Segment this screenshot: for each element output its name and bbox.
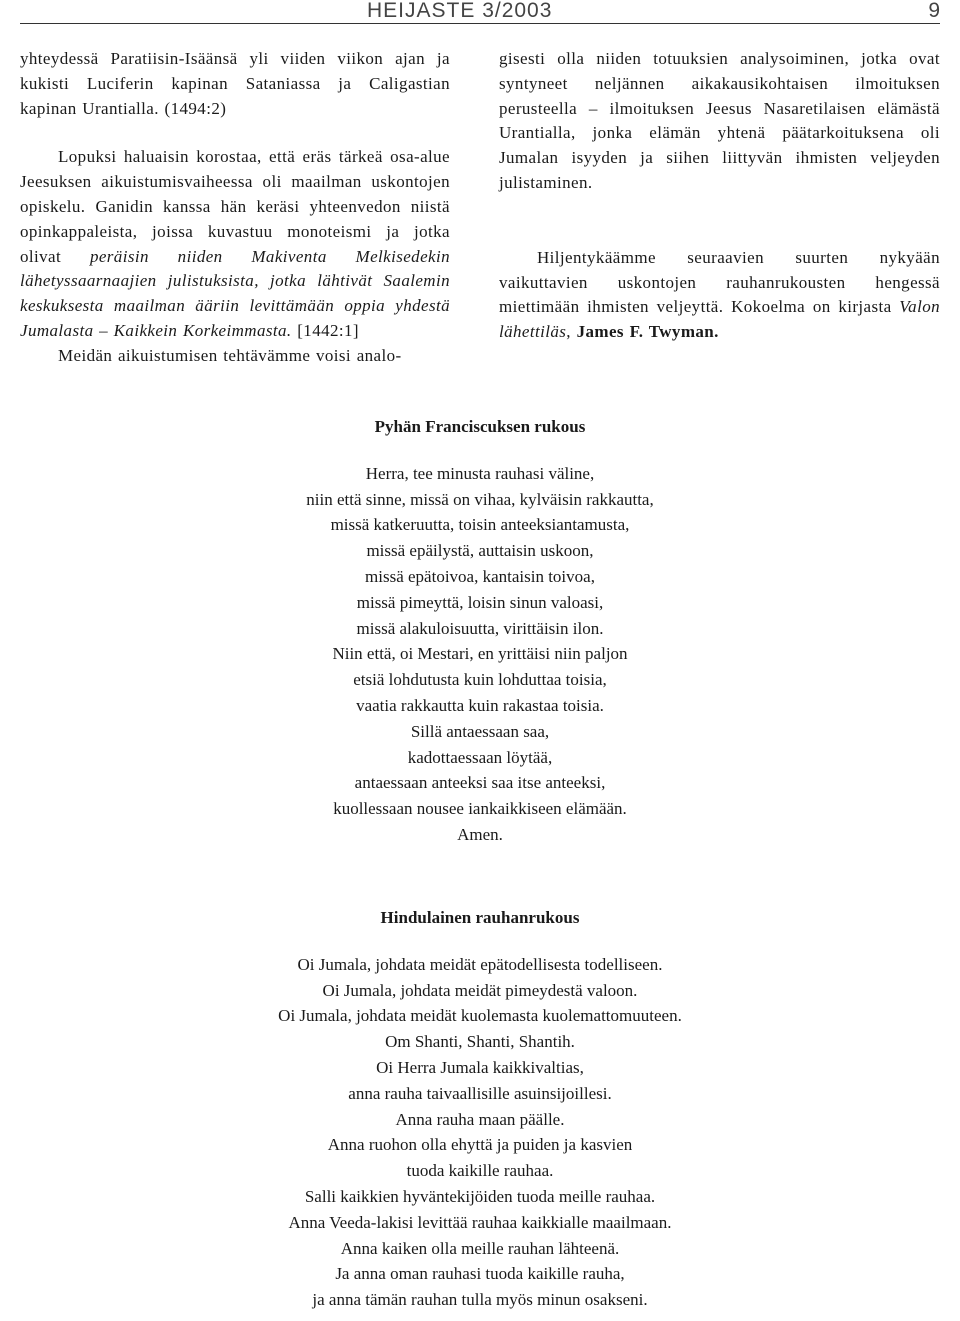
prayer-hindu-title: Hindulainen rauhanrukous bbox=[380, 908, 580, 927]
right-paragraph-1: gisesti olla niiden totuuksien analysoiminen, jotka ovat syntyneet neljännen aikakausikohtaisen ilmoituksen perusteella – ilmoituksen Jeesus Nasaretilaisen elämästä Urantialla, jonka elämän yhtenä päätarkoituksena oli Jumalan isyyden ja siihen liittyvän ihmisten veljeyden julistaminen. bbox=[499, 49, 940, 192]
prayer-line: missä pimeyttä, loisin sinun valoasi, bbox=[356, 592, 604, 612]
left-paragraph-2-lead: Lopuksi haluaisin korostaa, että eräs tärkeä osa-alue Jeesuksen aikuistumisvaiheessa oli maailman uskontojen opiskelu. Ganidin kanssa hän keräsi yhteenvedon niistä opinkappaleista, joissa kuvastuu monoteismi ja jotka olivat bbox=[20, 147, 450, 266]
prayer-line: Oi Herra Jumala kaikkivaltias, bbox=[376, 1057, 584, 1077]
prayer-line: Anna kaiken olla meille rauhan lähteenä. bbox=[340, 1238, 620, 1258]
prayer-line: missä alakuloisuutta, virittäisin ilon. bbox=[356, 618, 604, 638]
left-paragraph-2-reference: [1442:1] bbox=[291, 320, 359, 340]
prayer-line: etsiä lohdutusta kuin lohduttaa toisia, bbox=[353, 670, 607, 690]
left-paragraph-2-quote: peräisin niiden Makiventa Melkisedekin lähetyssaarnaajien julistuksista, jotka lähtivät Saalemin keskuksesta maailman ääriin levittämään oppia yhdestä Jumalasta – Kaikkein Korkeimmasta. bbox=[20, 246, 450, 340]
right-column bbox=[499, 47, 940, 345]
prayer-line: Anna Veeda-lakisi levittää rauhaa kaikkialle maailmaan. bbox=[288, 1212, 672, 1232]
prayer-line: Sillä antaessaan saa, bbox=[410, 721, 550, 741]
prayer-line: missä epätoivoa, kantaisin toivoa, bbox=[365, 566, 595, 586]
header-divider bbox=[20, 23, 940, 24]
prayer-line: Oi Jumala, johdata meidät epätodellisesta todelliseen. bbox=[297, 954, 663, 974]
prayer-line: vaatia rakkautta kuin rakastaa toisia. bbox=[356, 695, 604, 715]
prayer-line: missä katkeruutta, toisin anteeksiantamusta, bbox=[330, 515, 630, 535]
prayer-line: Herra, tee minusta rauhasi väline, bbox=[365, 463, 595, 483]
prayer-line: Anna rauha maan päälle. bbox=[395, 1109, 565, 1129]
paragraph-gap bbox=[20, 121, 450, 145]
prayer-line: Amen. bbox=[457, 824, 503, 844]
prayer-hindu bbox=[0, 905, 960, 1313]
prayer-line: kadottaessaan löytää, bbox=[407, 747, 553, 767]
right-paragraph-2 bbox=[499, 246, 940, 345]
prayer-line: Niin että, oi Mestari, en yrittäisi niin paljon bbox=[332, 644, 628, 664]
prayer-line: antaessaan anteeksi saa itse anteeksi, bbox=[354, 773, 606, 793]
left-paragraph-1: yhteydessä Paratiisin-Isäänsä yli viiden viikon ajan ja kukisti Luciferin kapinan Sataniassa ja Caligastian kapinan Urantialla. (1494:2) bbox=[20, 49, 450, 118]
author-name: James F. Twyman. bbox=[576, 322, 719, 342]
right-paragraph-2-text: Hiljentykäämme seuraavien suurten nykyään vaikuttavien uskontojen rauhanrukousten hengessä miettimään ihmisten veljeyttä. Kokoelma on kirjasta bbox=[499, 247, 940, 317]
journal-title: HEIJASTE 3/2003 bbox=[367, 0, 553, 22]
prayer-francis-title: Pyhän Franciscuksen rukous bbox=[374, 417, 586, 436]
prayer-hindu-lines bbox=[0, 952, 960, 1313]
book-title: Valon lähettiläs bbox=[499, 297, 940, 342]
left-column bbox=[20, 47, 450, 369]
prayer-line: tuoda kaikille rauhaa. bbox=[406, 1161, 554, 1181]
prayer-line: Ja anna oman rauhasi tuoda kaikille rauha, bbox=[335, 1264, 625, 1284]
prayer-francis bbox=[0, 414, 960, 848]
left-paragraph-3: Meidän aikuistumisen tehtävämme voisi analo- bbox=[58, 345, 402, 365]
prayer-francis-lines bbox=[0, 461, 960, 848]
prayer-line: ja anna tämän rauhan tulla myös minun osakseni. bbox=[312, 1290, 648, 1310]
prayer-line: kuollessaan nousee iankaikkiseen elämään. bbox=[333, 799, 627, 819]
page-number: 9 bbox=[928, 0, 940, 22]
left-paragraph-2 bbox=[20, 145, 450, 343]
prayer-line: Om Shanti, Shanti, Shantih. bbox=[385, 1032, 575, 1052]
prayer-line: Salli kaikkien hyväntekijöiden tuoda meille rauhaa. bbox=[304, 1186, 656, 1206]
prayer-line: Oi Jumala, johdata meidät kuolemasta kuolemattomuuteen. bbox=[278, 1006, 682, 1026]
prayer-line: Oi Jumala, johdata meidät pimeydestä valoon. bbox=[322, 980, 638, 1000]
prayer-line: Anna ruohon olla ehyttä ja puiden ja kasvien bbox=[327, 1135, 633, 1155]
prayer-line: niin että sinne, missä on vihaa, kylväisin rakkautta, bbox=[306, 489, 654, 509]
paragraph-gap bbox=[499, 196, 940, 246]
prayer-line: missä epäilystä, auttaisin uskoon, bbox=[366, 541, 594, 561]
page-header bbox=[0, 0, 960, 24]
prayer-line: anna rauha taivaallisille asuinsijoillesi. bbox=[348, 1083, 612, 1103]
separator: , bbox=[566, 322, 577, 342]
